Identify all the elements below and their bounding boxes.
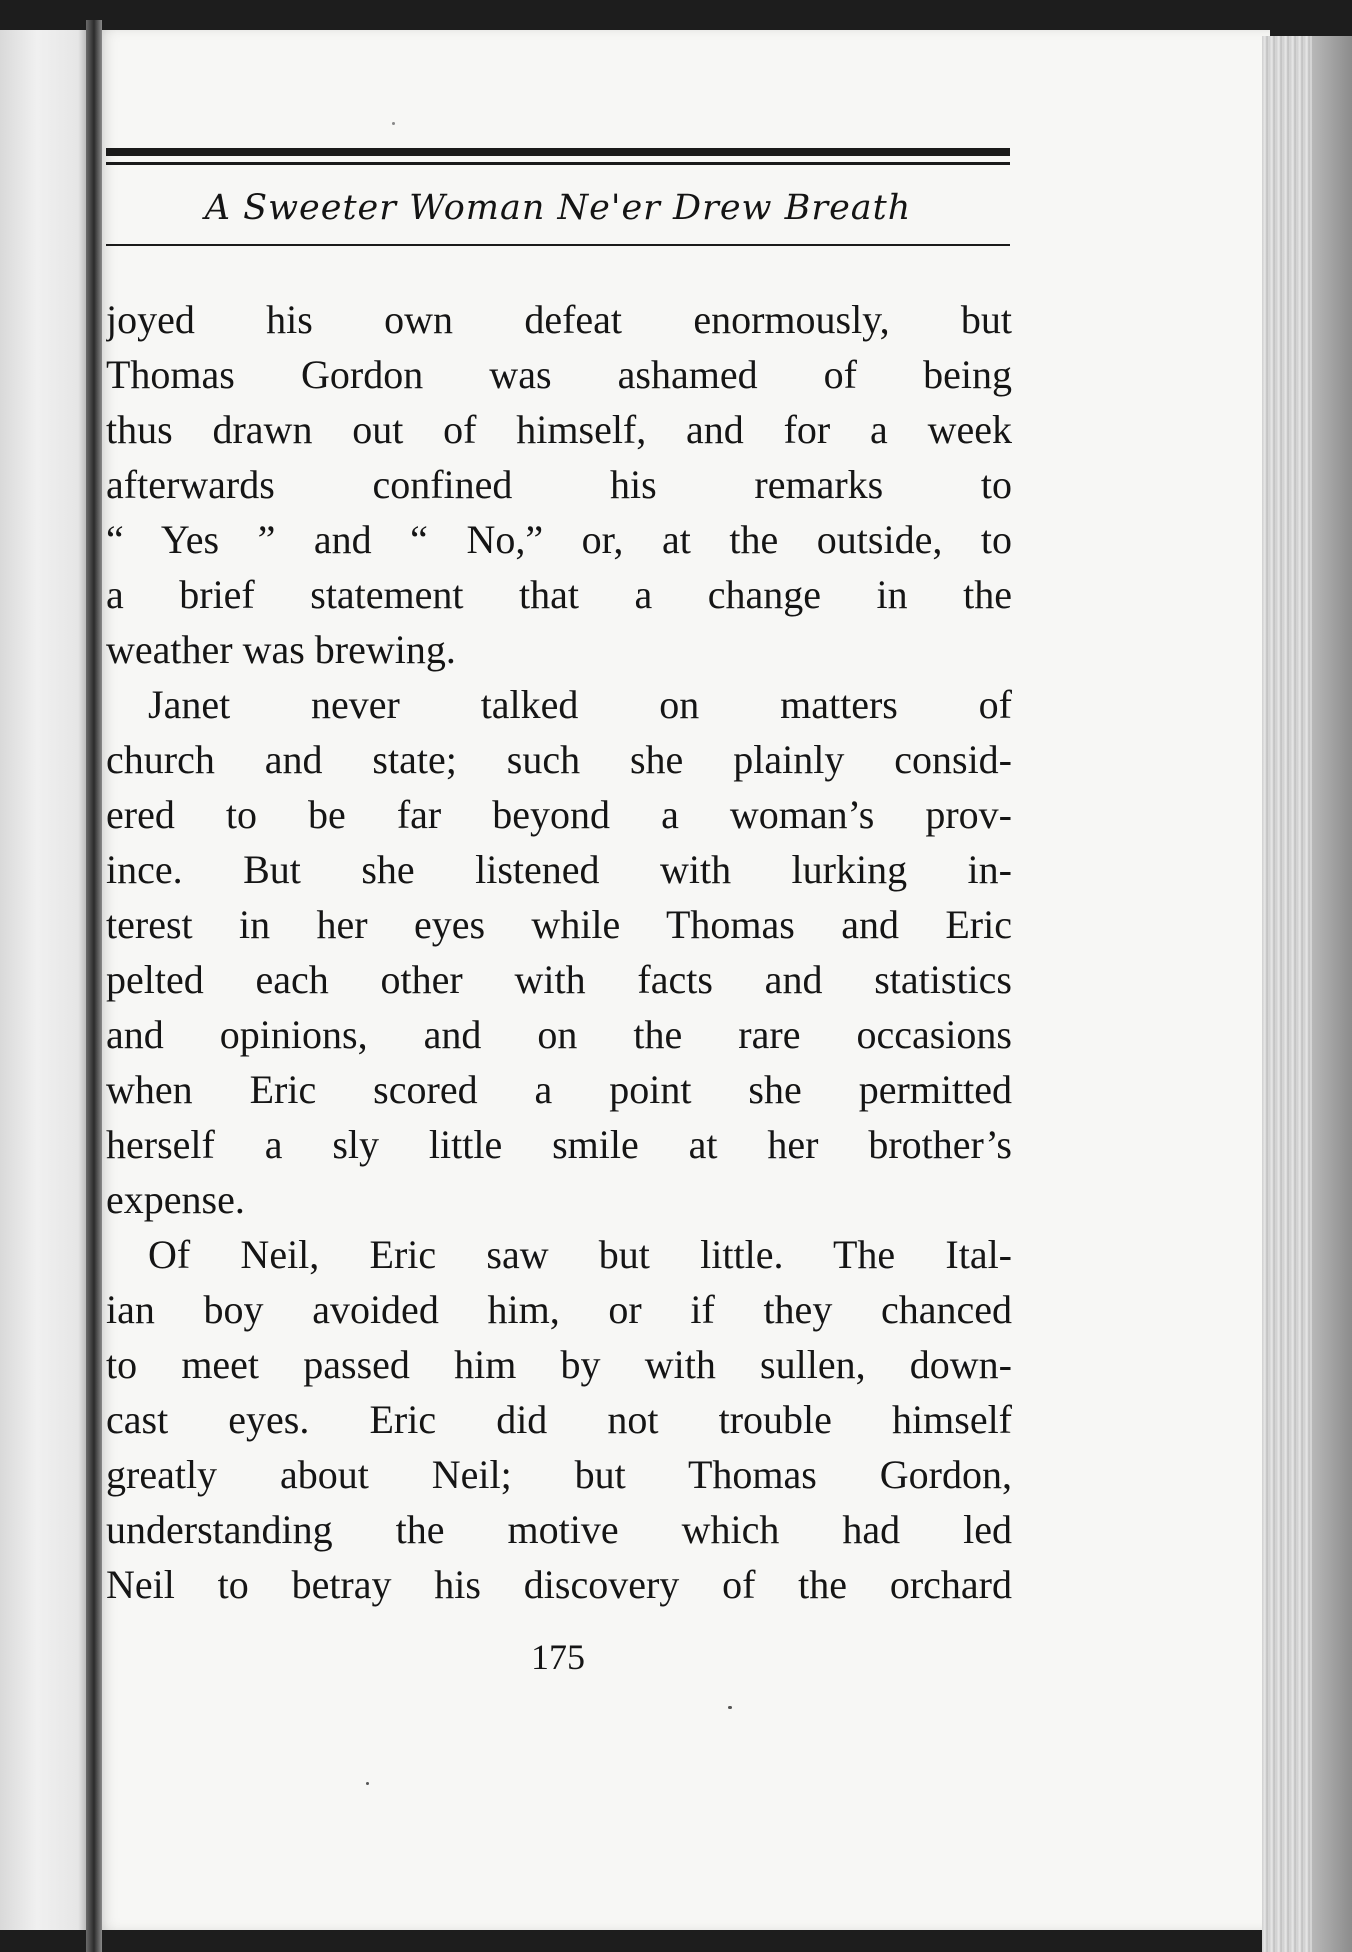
book-gutter — [86, 20, 102, 1952]
text-line: a brief statement that a change in the — [106, 572, 1012, 617]
text-line: to meet passed him by with sullen, down- — [106, 1342, 1012, 1387]
text-line: herself a sly little smile at her brother’s — [106, 1122, 1012, 1167]
text-line: cast eyes. Eric did not trouble himself — [106, 1397, 1012, 1442]
text-line: understanding the motive which had led — [106, 1507, 1012, 1552]
text-line: terest in her eyes while Thomas and Eric — [106, 902, 1012, 947]
text-line: thus drawn out of himself, and for a week — [106, 407, 1012, 452]
text-line: Janet never talked on matters of — [148, 682, 1012, 727]
text-line: ian boy avoided him, or if they chanced — [106, 1287, 1012, 1332]
text-line: ered to be far beyond a woman’s prov- — [106, 792, 1012, 837]
text-line: “ Yes ” and “ No,” or, at the outside, to — [106, 517, 1012, 562]
text-line: Thomas Gordon was ashamed of being — [106, 352, 1012, 397]
page-stack-edge — [1262, 36, 1352, 1952]
text-line: when Eric scored a point she permitted — [106, 1067, 1012, 1112]
text-line: weather was brewing. — [106, 627, 456, 672]
text-line: and opinions, and on the rare occasions — [106, 1012, 1012, 1057]
text-line: expense. — [106, 1177, 245, 1222]
body-text — [106, 292, 1012, 1612]
text-line: ince. But she listened with lurking in- — [106, 847, 1012, 892]
text-line: greatly about Neil; but Thomas Gordon, — [106, 1452, 1012, 1497]
text-line: church and state; such she plainly consid- — [106, 737, 1012, 782]
paragraph-3 — [106, 1227, 1012, 1612]
header-rule-thin — [106, 162, 1010, 165]
page-number: 175 — [531, 1637, 585, 1677]
text-line: afterwards confined his remarks to — [106, 462, 1012, 507]
scan-speck — [728, 1706, 732, 1709]
header-rule-thick — [106, 148, 1010, 156]
text-line: pelted each other with facts and statistics — [106, 957, 1012, 1002]
scan-speck — [366, 1782, 369, 1785]
paragraph-2 — [106, 677, 1012, 1227]
text-line: Of Neil, Eric saw but little. The Ital- — [148, 1232, 1012, 1277]
header-rule-bottom — [106, 244, 1010, 246]
scan-speck — [392, 122, 395, 125]
facing-page-edge — [0, 30, 92, 1930]
text-line: Neil to betray his discovery of the orchard — [106, 1562, 1012, 1607]
text-line: joyed his own defeat enormously, but — [106, 297, 1012, 342]
paragraph-1 — [106, 292, 1012, 677]
running-head: A Sweeter Woman Ne'er Drew Breath — [204, 188, 912, 228]
